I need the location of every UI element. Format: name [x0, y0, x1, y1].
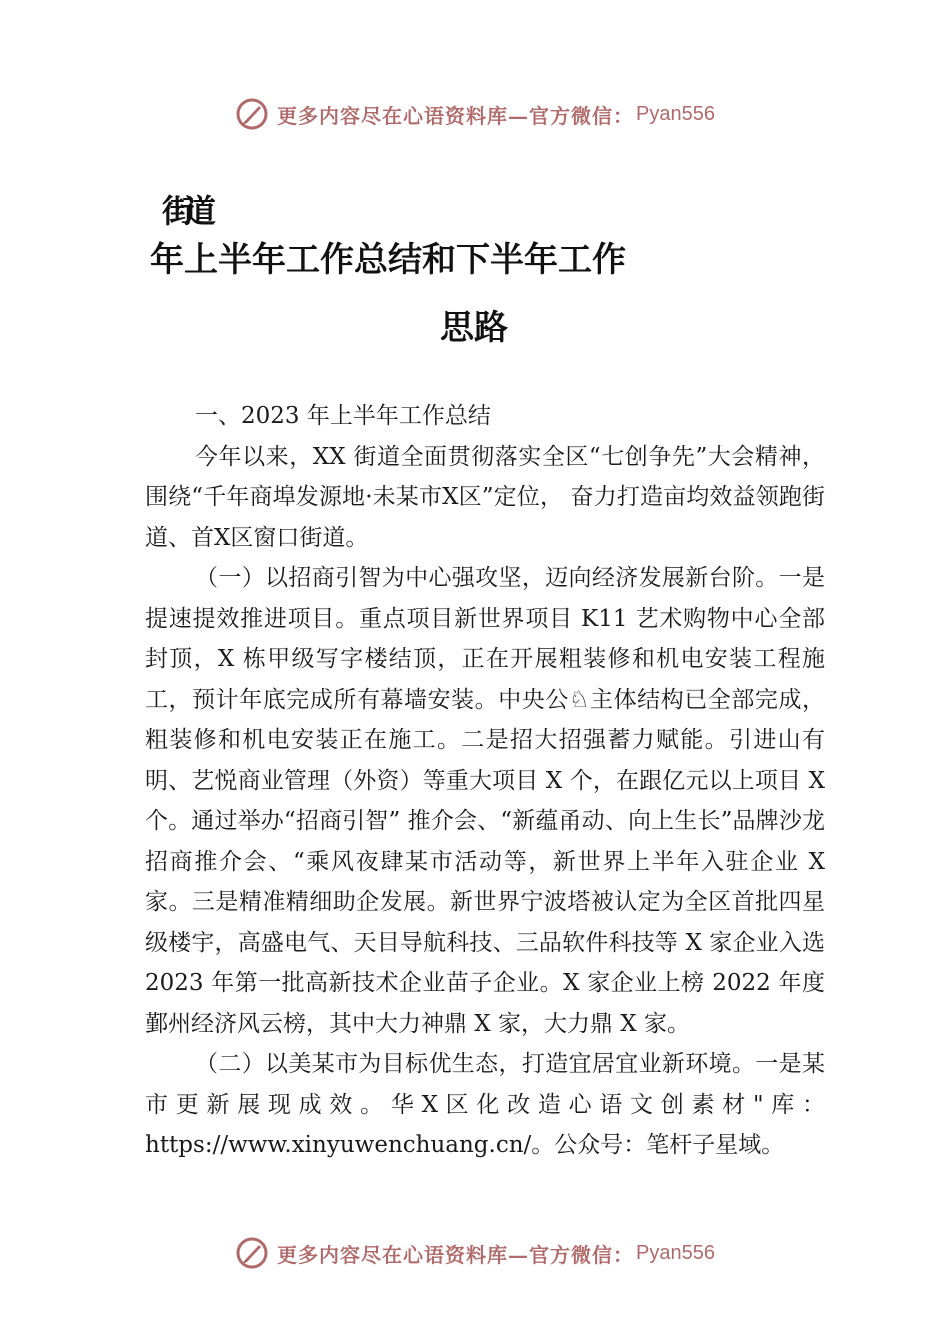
title-line-1: 街道	[162, 192, 207, 230]
banner-handle: Pyan556	[636, 102, 715, 125]
paragraph: （二）以美某市为目标优生态，打造宜居宜业新环境。一是某市更新展现成效。华Ⅹ区化改造心语文创素材"库：https://www.xinyuwenchuang.cn/。公众号：笔杆子星域。	[145, 1051, 825, 1158]
paragraph: （一）以招商引智为中心强攻坚，迈向经济发展新台阶。一是提速提效推进项目。重点项目新世界项目 K11 艺术购物中心全部封顶，X 栋甲级写字楼结顶，正在开展粗装修和机电安装工程施工，预计年底完成所有幕墙安装。中央公♘主体结构已全部完成，粗装修和机电安装正在施工。二是招大招强蓄力赋能。引进山有明、艺悦商业管理（外资）等重大项目 X 个，在跟亿元以上项目 X 个。通过举办“招商引智” 推介会、“新蕴甬动、向上生长”品牌沙龙招商推介会、“乘风夜肆某市活动等，新世界上半年入驻企业 X 家。三是精准精细助企发展。新世界宁波塔被认定为全区首批四星级楼宇，高盛电气、天目导航科技、三品软件科技等 X 家企业入选 2023 年第一批高新技术企业苗子企业。X 家企业上榜 2022 年度鄞州经济风云榜，其中大力神鼎 X 家，大力鼎 X 家。	[145, 565, 825, 1037]
banner-text: 更多内容尽在心语资料库—官方微信：	[277, 103, 635, 128]
quill-seal-icon	[235, 1236, 269, 1270]
document-body	[145, 396, 825, 1166]
paragraph: 今年以来，XX 街道全面贯彻落实全区“七创争先”大会精神，围绕“千年商埠发源地·未某市Ⅹ区”定位， 奋力打造亩均效益领跑街道、首Ⅹ区窗口街道。	[145, 443, 825, 551]
banner-handle: Pyan556	[636, 1241, 715, 1264]
section-heading: 一、2023 年上半年工作总结	[195, 403, 491, 429]
banner-text: 更多内容尽在心语资料库—官方微信：	[277, 1242, 635, 1267]
title-line-2: 年上半年工作总结和下半年工作	[150, 240, 626, 280]
footer-watermark-banner	[0, 1233, 950, 1273]
title-line-3: 思路	[440, 308, 508, 348]
header-watermark-banner	[0, 94, 950, 134]
quill-seal-icon	[235, 97, 269, 131]
